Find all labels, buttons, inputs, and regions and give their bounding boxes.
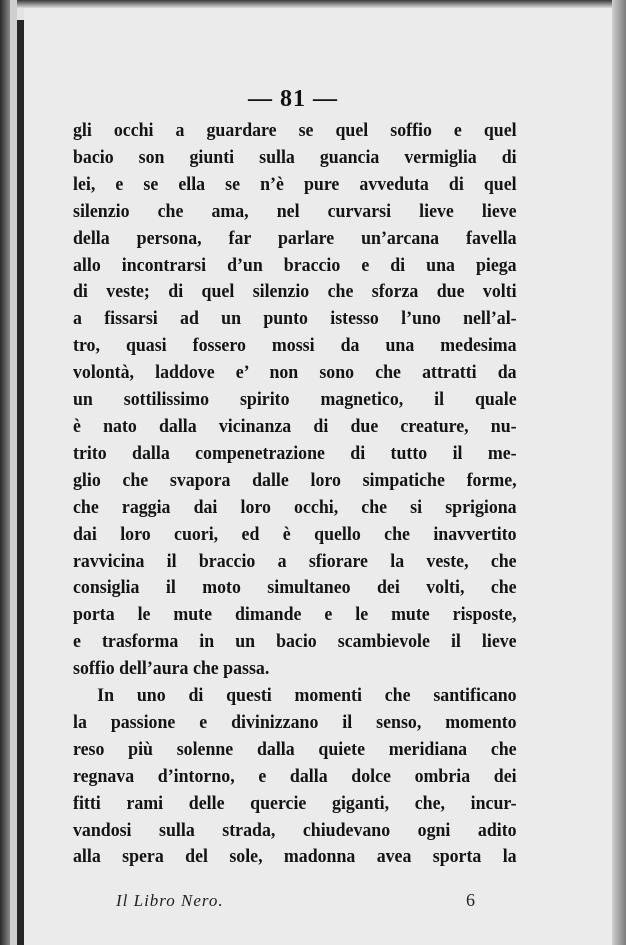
page-number: — 81 — <box>248 86 338 112</box>
text-line: gli occhi a guardare se quel soffio e quel <box>73 120 517 141</box>
text-line: ravvicina il braccio a sfiorare la veste, che <box>73 550 517 572</box>
binding-strip <box>10 0 17 945</box>
text-line: porta le mute dimande e le mute risposte, <box>73 604 517 626</box>
text-line: della persona, far parlare un’arcana favella <box>73 227 517 249</box>
text-line: di veste; di quel silenzio che sforza due volti <box>73 281 517 303</box>
text-line: fitti rami delle quercie giganti, che, incur- <box>73 792 517 814</box>
text-line: tro, quasi fossero mossi da una medesima <box>73 335 517 357</box>
binding-line <box>17 20 24 945</box>
text-line: un sottilissimo spirito magnetico, il quale <box>73 389 517 411</box>
text-line: e trasforma in un bacio scambievole il lieve <box>73 631 517 653</box>
text-line: bacio son giunti sulla guancia vermiglia di <box>73 146 517 168</box>
text-line: alla spera del sole, madonna avea sporta la <box>73 846 517 868</box>
text-line: a fissarsi ad un punto istesso l’uno nell’al- <box>73 308 517 330</box>
text-line: soffio dell’aura che passa. <box>73 658 270 680</box>
body-text <box>73 118 517 871</box>
text-line: silenzio che ama, nel curvarsi lieve lieve <box>73 200 517 222</box>
top-edge <box>0 0 626 8</box>
text-line: reso più solenne dalla quiete meridiana che <box>73 738 517 760</box>
text-line: glio che svapora dalle loro simpatiche forme, <box>73 469 517 491</box>
text-line: consiglia il moto simultaneo dei volti, che <box>73 577 517 599</box>
text-line: la passione e divinizzano il senso, momento <box>73 711 517 733</box>
footer-signature-mark: 6 <box>466 890 475 910</box>
right-edge <box>612 0 626 945</box>
text-line: volontà, laddove e’ non sono che attratti da <box>73 362 517 384</box>
text-line: trito dalla compenetrazione di tutto il me- <box>73 442 517 464</box>
text-line: vandosi sulla strada, chiudevano ogni adito <box>73 819 517 841</box>
paragraph-start-line: In uno di questi momenti che santificano <box>97 685 517 707</box>
text-line: dai loro cuori, ed è quello che inavvertito <box>73 523 517 545</box>
footer-book-title: Il Libro Nero. <box>116 891 224 910</box>
text-line: è nato dalla vicinanza di due creature, nu- <box>73 415 517 437</box>
text-line: lei, e se ella se n’è pure avveduta di quel <box>73 173 517 195</box>
text-line: regnava d’intorno, e dalla dolce ombria dei <box>73 765 517 787</box>
text-line: allo incontrarsi d’un braccio e di una piega <box>73 254 517 276</box>
text-line: che raggia dai loro occhi, che si sprigiona <box>73 496 517 518</box>
binding-shadow <box>0 0 10 945</box>
